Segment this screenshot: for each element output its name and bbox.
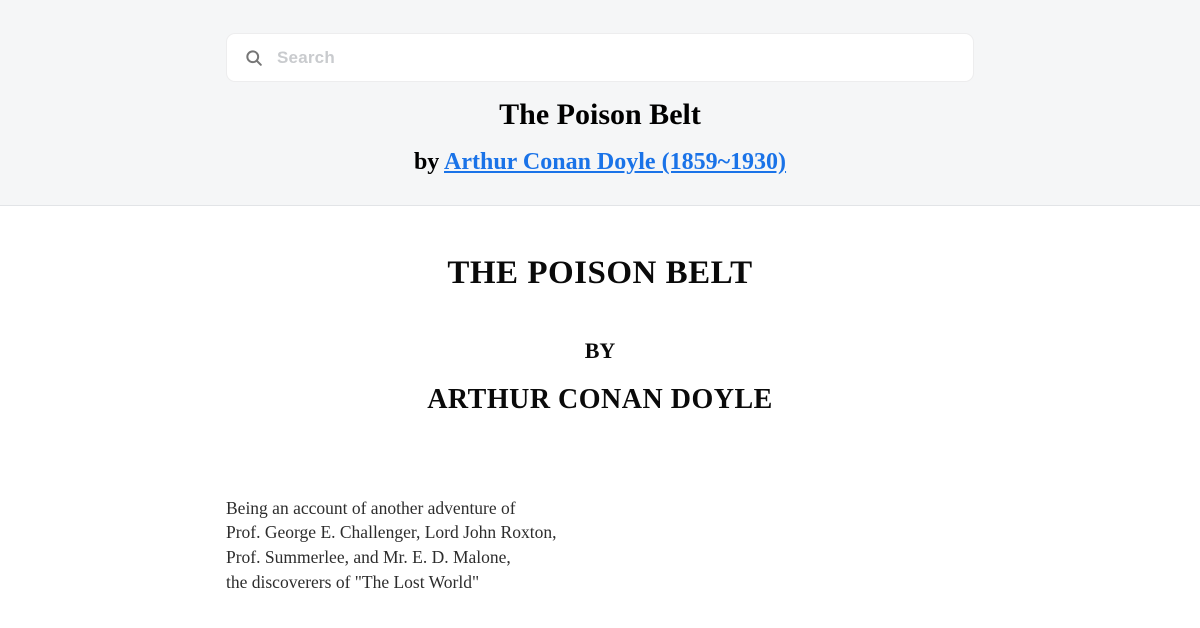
book-content [0, 254, 1200, 594]
search-icon [244, 48, 264, 68]
byline-prefix: by [413, 149, 440, 175]
dedication-line: Prof. Summerlee, and Mr. E. D. Malone, [226, 547, 511, 567]
dedication [226, 496, 974, 595]
dedication-line: Being an account of another adventure of [226, 497, 516, 518]
header [0, 0, 1200, 206]
byline [226, 149, 974, 176]
dedication-line: the discoverers of "The Lost World" [226, 571, 480, 592]
search-input[interactable] [277, 48, 956, 68]
content-author: ARTHUR CONAN DOYLE [427, 383, 773, 415]
search-box[interactable] [226, 33, 974, 82]
content-by-label: BY [584, 337, 616, 363]
dedication-line: Prof. George E. Challenger, Lord John Roxton, [226, 522, 557, 543]
book-title: The Poison Belt [499, 98, 701, 131]
author-link[interactable]: Arthur Conan Doyle (1859~1930) [444, 149, 787, 175]
content-title: THE POISON BELT [447, 255, 753, 291]
